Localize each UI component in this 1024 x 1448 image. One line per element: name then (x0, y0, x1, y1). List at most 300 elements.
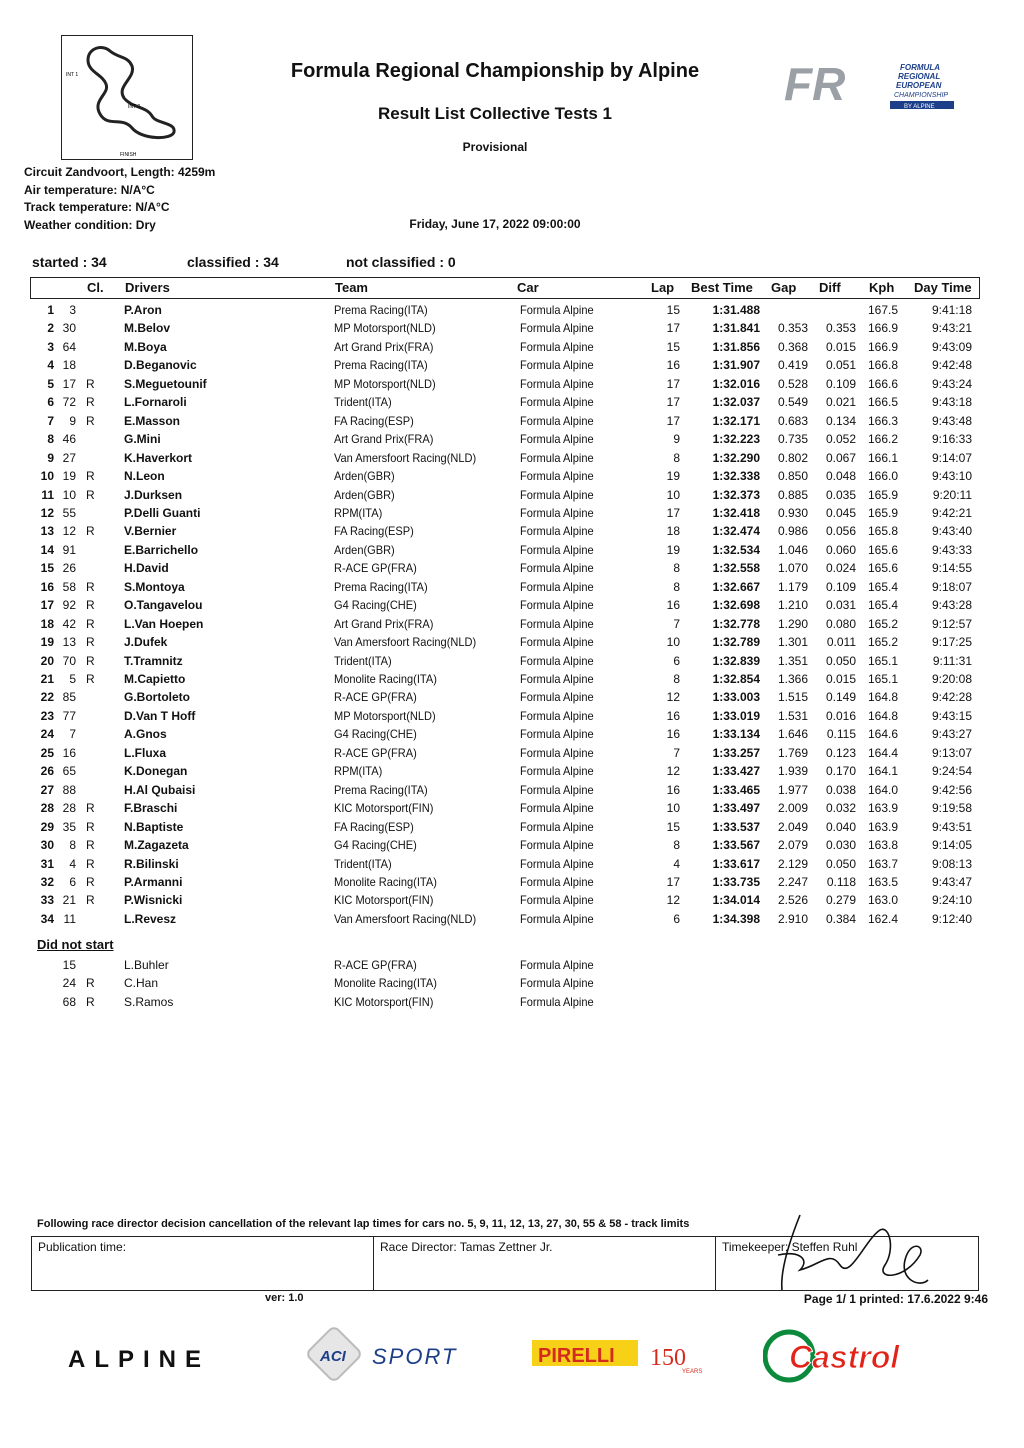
best-time: 1:33.465 (712, 782, 760, 797)
team-name: Prema Racing(ITA) (334, 782, 428, 797)
class: R (86, 856, 95, 871)
position: 8 (47, 432, 54, 447)
team-name: Art Grand Prix(FRA) (334, 432, 434, 447)
diff: 0.052 (825, 432, 856, 447)
kph: 164.6 (867, 727, 898, 742)
gap: 1.531 (777, 708, 808, 723)
diff: 0.279 (825, 893, 856, 908)
position: 24 (40, 727, 54, 742)
day-time: 9:14:07 (931, 450, 972, 465)
air-temperature: Air temperature: N/A°C (24, 183, 155, 197)
kph: 164.0 (867, 782, 898, 797)
kph: 166.0 (867, 469, 898, 484)
diff: 0.118 (826, 874, 856, 889)
lap-count: 8 (673, 838, 680, 853)
diff: 0.051 (825, 358, 856, 373)
fr-logo-line-5: BY ALPINE (904, 104, 935, 110)
car-number: 35 (62, 819, 76, 834)
diff: 0.170 (825, 764, 856, 779)
did-not-start-heading: Did not start (37, 937, 114, 952)
pirelli-150-text: 150 (650, 1345, 686, 1371)
car-number: 11 (63, 911, 76, 926)
table-row (30, 393, 978, 411)
table-row (30, 688, 978, 706)
best-time: 1:32.338 (712, 469, 760, 484)
dns-row (30, 974, 978, 992)
car-number: 70 (62, 653, 76, 668)
driver-name: A.Gnos (124, 727, 167, 742)
gap: 0.368 (777, 339, 808, 354)
best-time: 1:32.854 (712, 672, 760, 686)
best-time: 1:33.019 (712, 708, 760, 723)
driver-name: T.Tramnitz (124, 653, 183, 668)
col-day-time: Day Time (914, 280, 972, 295)
car-number: 42 (62, 616, 76, 631)
kph: 166.5 (867, 395, 898, 410)
lap-count: 7 (673, 745, 680, 760)
day-time: 9:11:31 (932, 653, 972, 668)
lap-count: 6 (673, 653, 680, 668)
diff: 0.149 (825, 690, 856, 705)
position: 18 (40, 616, 54, 631)
car-name: Formula Alpine (520, 708, 594, 723)
team-name: Trident(ITA) (334, 653, 392, 668)
kph: 163.9 (867, 819, 898, 834)
best-time: 1:32.290 (712, 450, 760, 465)
best-time: 1:34.398 (712, 911, 760, 926)
version-label: ver: 1.0 (265, 1292, 304, 1304)
gap: 0.986 (777, 524, 808, 539)
gap: 2.129 (777, 856, 808, 871)
position: 22 (40, 690, 54, 705)
car-number: 55 (62, 505, 76, 520)
team-name: Prema Racing(ITA) (334, 579, 428, 594)
castrol-logo (763, 1328, 943, 1384)
car-name: Formula Alpine (520, 579, 594, 594)
class: R (86, 487, 95, 502)
position: 2 (47, 321, 54, 336)
team-name: R-ACE GP(FRA) (334, 561, 417, 576)
car-name: Formula Alpine (520, 976, 594, 991)
class: R (86, 579, 95, 594)
gap: 1.179 (777, 579, 808, 594)
diff: 0.011 (826, 635, 856, 650)
car-number: 64 (62, 339, 76, 354)
day-time: 9:14:55 (931, 561, 972, 576)
team-name: KIC Motorsport(FIN) (334, 893, 434, 908)
gap: 1.046 (777, 542, 808, 557)
best-time: 1:33.617 (712, 856, 760, 871)
kph: 165.9 (867, 505, 898, 520)
best-time: 1:31.856 (712, 339, 760, 354)
team-name: G4 Racing(CHE) (334, 598, 417, 613)
day-time: 9:24:54 (931, 764, 972, 779)
gap: 2.247 (777, 874, 808, 889)
lap-count: 10 (666, 635, 680, 650)
kph: 165.1 (867, 653, 898, 668)
table-row (30, 781, 978, 799)
car-name: Formula Alpine (520, 801, 594, 816)
driver-name: G.Mini (124, 432, 161, 447)
team-name: Art Grand Prix(FRA) (334, 616, 434, 631)
car-number: 8 (69, 838, 76, 853)
position: 33 (40, 893, 54, 908)
driver-name: D.Van T Hoff (124, 708, 196, 723)
table-row (30, 707, 978, 725)
driver-name: M.Zagazeta (124, 838, 189, 853)
not-classified-count: not classified : 0 (346, 254, 456, 270)
col-kph: Kph (869, 280, 895, 295)
team-name: KIC Motorsport(FIN) (334, 994, 434, 1009)
driver-name: S.Ramos (124, 994, 174, 1009)
gap: 0.735 (777, 432, 808, 447)
car-name: Formula Alpine (520, 395, 594, 410)
best-time: 1:32.667 (712, 579, 760, 594)
position: 3 (47, 339, 54, 354)
kph: 165.4 (867, 579, 898, 594)
day-time: 9:43:28 (931, 598, 972, 613)
team-name: FA Racing(ESP) (334, 819, 414, 834)
driver-name: V.Bernier (124, 524, 177, 539)
lap-count: 17 (666, 376, 680, 391)
lap-count: 4 (673, 856, 680, 871)
diff: 0.060 (825, 542, 856, 557)
kph: 166.8 (867, 358, 898, 373)
car-name: Formula Alpine (520, 635, 594, 650)
driver-name: K.Haverkort (124, 450, 193, 465)
car-number: 30 (62, 321, 76, 336)
class: R (86, 635, 95, 650)
day-time: 9:20:11 (932, 487, 972, 502)
position: 30 (40, 838, 54, 853)
lap-count: 17 (666, 874, 680, 889)
day-time: 9:24:10 (931, 893, 972, 908)
day-time: 9:08:13 (931, 856, 972, 871)
table-row (30, 559, 978, 577)
day-time: 9:42:56 (931, 782, 972, 797)
class: R (86, 524, 95, 539)
gap: 1.210 (777, 598, 808, 613)
day-time: 9:17:25 (931, 635, 972, 650)
alpine-logo: ALPINE (68, 1346, 211, 1373)
driver-name: L.Fornaroli (124, 395, 187, 410)
best-time: 1:33.567 (712, 838, 760, 853)
team-name: Art Grand Prix(FRA) (334, 339, 434, 354)
day-time: 9:41:18 (931, 303, 972, 317)
team-name: RPM(ITA) (334, 505, 383, 520)
team-name: R-ACE GP(FRA) (334, 745, 417, 760)
table-row (30, 799, 978, 817)
best-time: 1:33.427 (712, 764, 760, 779)
class: R (86, 893, 95, 908)
day-time: 9:18:07 (931, 579, 972, 594)
lap-count: 8 (673, 672, 680, 686)
diff: 0.115 (826, 727, 856, 742)
team-name: Arden(GBR) (334, 542, 395, 557)
lap-count: 8 (673, 450, 680, 465)
driver-name: N.Baptiste (124, 819, 184, 834)
car-number: 85 (62, 690, 76, 705)
lap-count: 8 (673, 579, 680, 594)
position: 29 (40, 819, 54, 834)
pirelli-logo (532, 1336, 712, 1376)
day-time: 9:12:40 (931, 911, 972, 926)
publication-time: Publication time: (32, 1237, 374, 1290)
table-row (30, 873, 978, 891)
gap: 0.353 (777, 321, 808, 336)
gap: 2.079 (777, 838, 808, 853)
car-name: Formula Alpine (520, 727, 594, 742)
dns-row (30, 956, 978, 974)
car-name: Formula Alpine (520, 690, 594, 705)
diff: 0.032 (825, 801, 856, 816)
diff: 0.030 (825, 838, 856, 853)
team-name: G4 Racing(CHE) (334, 727, 417, 742)
kph: 166.3 (867, 413, 898, 428)
timekeeper: Timekeeper: Steffen Ruhl (722, 1240, 858, 1254)
car-number: 46 (62, 432, 76, 447)
driver-name: S.Montoya (124, 579, 185, 594)
diff: 0.109 (825, 376, 856, 391)
class: R (86, 994, 95, 1009)
day-time: 9:42:21 (931, 505, 972, 520)
gap: 1.646 (777, 727, 808, 742)
finish-label: FINISH (120, 152, 137, 158)
table-row (30, 818, 978, 836)
car-name: Formula Alpine (520, 303, 594, 317)
car-number: 15 (62, 958, 76, 972)
lap-count: 16 (666, 358, 680, 373)
team-name: MP Motorsport(NLD) (334, 321, 436, 336)
car-number: 10 (62, 487, 76, 502)
car-number: 6 (69, 874, 76, 889)
car-name: Formula Alpine (520, 653, 594, 668)
kph: 163.9 (867, 801, 898, 816)
table-row (30, 522, 978, 540)
fr-logo-line-4: CHAMPIONSHIP (894, 92, 949, 99)
col-lap: Lap (651, 280, 675, 295)
kph: 164.1 (867, 764, 898, 779)
table-row (30, 541, 978, 559)
col-cl: Cl. (87, 280, 104, 295)
diff: 0.080 (825, 616, 856, 631)
driver-name: E.Masson (124, 413, 181, 428)
driver-name: E.Barrichello (124, 542, 199, 557)
car-name: Formula Alpine (520, 542, 594, 557)
fr-logo-mark: FR (784, 58, 846, 110)
race-director: Race Director: Tamas Zettner Jr. (374, 1237, 716, 1290)
position: 9 (47, 450, 54, 465)
diff: 0.123 (825, 745, 856, 760)
lap-count: 10 (666, 801, 680, 816)
car-number: 58 (62, 579, 76, 594)
col-team: Team (335, 280, 368, 295)
gap: 1.515 (777, 690, 808, 705)
class: R (86, 874, 95, 889)
position: 27 (40, 782, 54, 797)
best-time: 1:31.907 (712, 358, 760, 373)
driver-name: H.David (124, 561, 169, 576)
gap: 1.301 (777, 635, 808, 650)
team-name: Trident(ITA) (334, 856, 392, 871)
day-time: 9:12:57 (931, 616, 972, 631)
car-name: Formula Alpine (520, 432, 594, 447)
lap-count: 19 (666, 469, 680, 484)
team-name: MP Motorsport(NLD) (334, 376, 436, 391)
team-name: Arden(GBR) (334, 487, 395, 502)
car-name: Formula Alpine (520, 616, 594, 631)
driver-name: L.Revesz (124, 911, 177, 926)
kph: 163.0 (867, 893, 898, 908)
driver-name: L.Buhler (124, 958, 169, 972)
table-row (30, 449, 978, 467)
driver-name: O.Tangavelou (124, 598, 203, 613)
driver-name: S.Meguetounif (124, 376, 207, 391)
kph: 163.7 (867, 856, 898, 871)
table-row (30, 836, 978, 854)
diff: 0.050 (825, 856, 856, 871)
kph: 165.1 (867, 672, 898, 686)
lap-count: 6 (673, 911, 680, 926)
table-row (30, 430, 978, 448)
class: R (86, 653, 95, 668)
team-name: Van Amersfoort Racing(NLD) (334, 911, 477, 926)
car-name: Formula Alpine (520, 524, 594, 539)
class: R (86, 838, 95, 853)
kph: 163.5 (867, 874, 898, 889)
classified-count: classified : 34 (187, 254, 279, 270)
car-number: 68 (62, 994, 76, 1009)
position: 32 (40, 874, 54, 889)
team-name: Prema Racing(ITA) (334, 303, 428, 317)
car-number: 26 (62, 561, 76, 576)
gap: 0.683 (777, 413, 808, 428)
car-name: Formula Alpine (520, 764, 594, 779)
col-gap: Gap (771, 280, 797, 295)
lap-count: 7 (673, 616, 680, 631)
lap-count: 19 (666, 542, 680, 557)
car-number: 5 (69, 672, 76, 686)
lap-count: 17 (666, 321, 680, 336)
lap-count: 16 (666, 708, 680, 723)
day-time: 9:43:27 (931, 727, 972, 742)
car-number: 16 (62, 745, 76, 760)
car-number: 13 (62, 635, 76, 650)
driver-name: P.Delli Guanti (124, 505, 201, 520)
position: 14 (40, 542, 54, 557)
best-time: 1:32.223 (712, 432, 760, 447)
diff: 0.384 (825, 911, 856, 926)
results-table-header (30, 277, 980, 299)
car-name: Formula Alpine (520, 339, 594, 354)
position: 16 (40, 579, 54, 594)
gap: 0.930 (777, 505, 808, 520)
table-row (30, 910, 978, 928)
team-name: Van Amersfoort Racing(NLD) (334, 635, 477, 650)
driver-name: J.Dufek (124, 635, 168, 650)
table-row (30, 596, 978, 614)
day-time: 9:43:51 (931, 819, 972, 834)
lap-count: 10 (666, 487, 680, 502)
position: 20 (40, 653, 54, 668)
team-name: Monolite Racing(ITA) (334, 976, 437, 991)
car-name: Formula Alpine (520, 819, 594, 834)
table-row (30, 762, 978, 780)
lap-count: 9 (673, 432, 680, 447)
driver-name: L.Fluxa (124, 745, 167, 760)
day-time: 9:43:48 (931, 413, 972, 428)
best-time: 1:32.534 (712, 542, 760, 557)
position: 19 (40, 635, 54, 650)
diff: 0.353 (825, 321, 856, 336)
diff: 0.038 (825, 782, 856, 797)
circuit-map (61, 35, 193, 160)
int1-label: INT 1 (66, 72, 79, 78)
gap: 0.850 (777, 469, 808, 484)
position: 23 (40, 708, 54, 723)
aci-sport-logo (306, 1326, 486, 1386)
car-number: 21 (62, 893, 76, 908)
class: R (86, 395, 95, 410)
diff: 0.048 (825, 469, 856, 484)
kph: 166.2 (867, 432, 898, 447)
pirelli-years-text: YEARS (682, 1369, 703, 1375)
car-name: Formula Alpine (520, 745, 594, 760)
best-time: 1:33.134 (712, 727, 760, 742)
day-time: 9:43:40 (931, 524, 972, 539)
car-name: Formula Alpine (520, 358, 594, 373)
car-name: Formula Alpine (520, 911, 594, 926)
team-name: MP Motorsport(NLD) (334, 708, 436, 723)
position: 28 (40, 801, 54, 816)
fr-logo-line-2: REGIONAL (898, 72, 941, 81)
diff: 0.050 (825, 653, 856, 668)
position: 10 (40, 469, 54, 484)
kph: 166.1 (867, 450, 898, 465)
table-row (30, 891, 978, 909)
team-name: Arden(GBR) (334, 469, 395, 484)
diff: 0.056 (825, 524, 856, 539)
position: 7 (47, 413, 54, 428)
track-outline (88, 48, 174, 138)
gap: 0.885 (777, 487, 808, 502)
table-row (30, 578, 978, 596)
kph: 163.8 (867, 838, 898, 853)
position: 34 (40, 911, 54, 926)
car-number: 19 (62, 469, 76, 484)
diff: 0.031 (825, 598, 856, 613)
car-name: Formula Alpine (520, 376, 594, 391)
best-time: 1:32.037 (712, 395, 760, 410)
gap: 1.939 (777, 764, 808, 779)
car-name: Formula Alpine (520, 505, 594, 520)
page-printed-label: Page 1/ 1 printed: 17.6.2022 9:46 (803, 1292, 988, 1306)
position: 12 (40, 505, 54, 520)
kph: 166.9 (867, 321, 898, 336)
diff: 0.040 (825, 819, 856, 834)
gap: 1.351 (777, 653, 808, 668)
pirelli-text: PIRELLI (538, 1345, 615, 1367)
gap: 1.977 (777, 782, 808, 797)
diff: 0.021 (825, 395, 856, 410)
kph: 162.4 (867, 911, 898, 926)
driver-name: J.Durksen (124, 487, 183, 502)
driver-name: M.Belov (124, 321, 171, 336)
diff: 0.134 (825, 413, 856, 428)
col-car: Car (517, 280, 539, 295)
gap: 2.526 (777, 893, 808, 908)
aci-sport-text: SPORT (372, 1344, 458, 1369)
